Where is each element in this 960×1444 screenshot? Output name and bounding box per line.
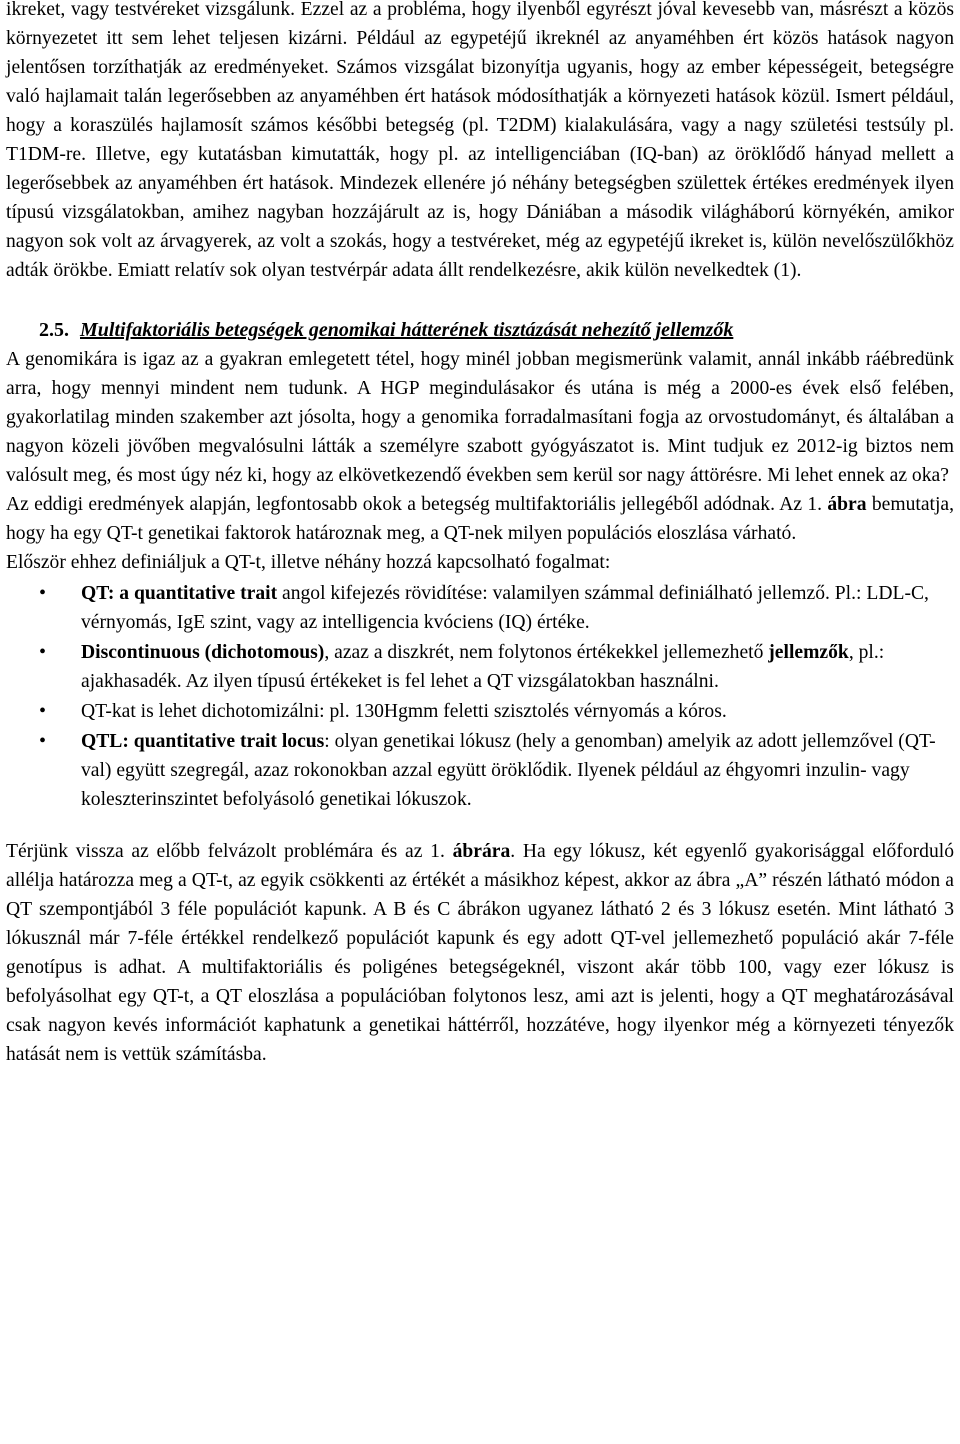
term-qt: QT: a quantitative trait — [81, 583, 278, 604]
paragraph-genomics: A genomikára is igaz az a gyakran emlegetett tétel, hogy minél jobban megismerünk valamit, annál inkább ráébredünk arra, hogy mennyi mindent nem tudunk. A HGP megindulásakor és utána is még a 2000-es évek első felében, gyakorlatilag minden szakember azt jósolta, hogy a genomika forradalmasítani fogja az orvostudományt, és általában a nagyon közeli jövőben megvalósulni látták a személyre szabott gyógyászatot is. Mint tudjuk ez 2012-ig biztos nem valósult meg, és most úgy néz ki, hogy az elkövetkezendő években sem kerül sor nagy áttörésre. Mi lehet ennek az oka? — [6, 349, 954, 486]
definition-text: angol kifejezés rövidítése: valamilyen számmal definiálható jellemző. Pl.: LDL-C, vérnyomás, IgE szint, vagy az intelligencia kvóciens (IQ) értéke. — [81, 583, 929, 633]
section-number: 2.5. — [39, 319, 69, 341]
term-jellemzok: jellemzők — [768, 642, 849, 663]
list-item — [6, 638, 954, 696]
results-text-after: bemutatja, hogy ha egy QT-t genetikai faktorok határoznak meg, a QT-nek milyen populációs eloszlása várható. — [6, 494, 954, 544]
definition-text: , azaz a diszkrét, nem folytonos értékekkel jellemezhető — [324, 642, 769, 663]
list-item — [6, 727, 954, 814]
definition-list — [6, 579, 954, 814]
list-item — [6, 579, 954, 637]
section-heading — [6, 315, 954, 345]
paragraph-results — [6, 490, 954, 548]
definition-text: QT-kat is lehet dichotomizálni: pl. 130Hgmm feletti szisztolés vérnyomás a kóros. — [81, 701, 727, 722]
bullet-icon: • — [39, 730, 47, 752]
bullet-icon: • — [39, 700, 47, 722]
term-qtl: QTL: quantitative trait locus — [81, 731, 325, 752]
definition-text: , pl.: ajakhasadék. Az ilyen típusú értékeket is fel lehet a QT vizsgálatokban használni. — [81, 642, 885, 692]
bullet-icon: • — [39, 582, 47, 604]
section-title: Multifaktoriális betegségek genomikai hátterének tisztázását nehezítő jellemzők — [80, 319, 734, 341]
paragraph-twin-studies: ikreket, vagy testvéreket vizsgálunk. Ezzel az a probléma, hogy ilyenből egyrészt jóval kevesebb van, másrészt a közös környezetet itt sem lehet teljesen kizárni. Például az egypetéjű ikreknél az anyaméhben ért közös hatások nagyon jelentősen torzíthatják az eredményeket. Számos vizsgálat bizonyítja ugyanis, hogy az ember képességeit, betegségre való hajlamait talán legerősebben az anyaméhben ért hatások módosíthatják a környezeti hatások közül. Ismert például, hogy a koraszülés hajlamosít számos későbbi betegség (pl. T2DM) kialakulására, vagy a nagy születési testsúly pl. T1DM-re. Illetve, egy kutatásban kimutatták, hogy pl. az intelligenciában (IQ-ban) az öröklődő hányad mellett a legerősebbek az anyaméhben ért hatások. Mindezek ellenére jó néhány betegségben születtek értékes eredmények ilyen típusú vizsgálatokban, amihez nagyban hozzájárult az is, hogy Dániában a második világháború környékén, amikor nagyon sok volt az árvagyerek, az volt a szokás, hogy a testvéreket, még az egypetéjű ikreket is, külön nevelőszülőkhöz adták örökbe. Emiatt relatív sok olyan testvérpár adata állt rendelkezésre, akik külön nevelkedtek (1). — [6, 0, 954, 281]
bullet-icon: • — [39, 641, 47, 663]
results-text-before: Az eddigi eredmények alapján, legfontosabb okok a betegség multifaktoriális jellegéből adódnak. Az 1. — [6, 494, 828, 515]
explanation-text-after: . Ha egy lókusz, két egyenlő gyakorisággal előforduló allélja határozza meg a QT-t, az egyik csökkenti az értékét a másikhoz képest, akkor az ábra „A” részén látható módon a QT szempontjából 3 féle populációt kapunk. A B és C ábrákon ugyanez látható 2 és 3 lókusz esetén. Mint látható 3 lókusznál már 7-féle értékkel rendelkező populációt kapunk és egy adott QT-vel jellemezhető populáció akár 7-féle genotípus is adhat. A multifaktoriális és poligénes betegségeknél, viszont akár több 100, vagy ezer lókusz is befolyásolhat egy QT-t, a QT eloszlása a populációban folytonos lesz, ami azt is jelenti, hogy a QT meghatározásával csak nagyon kevés információt kaphatunk a genetikai háttérről, hozzátéve, hogy ilyenkor még a környezeti tényezők hatását nem is vettük számításba. — [6, 841, 954, 1065]
results-figure-ref: ábra — [827, 494, 867, 515]
paragraph-definitions-intro: Először ehhez definiáljuk a QT-t, illetve néhány hozzá kapcsolható fogalmat: — [6, 552, 611, 573]
explanation-text-before: Térjünk vissza az előbb felvázolt problémára és az 1. — [6, 841, 453, 862]
paragraph-figure-explanation — [6, 837, 954, 1069]
term-discontinuous: Discontinuous (dichotomous) — [81, 642, 325, 663]
definition-text: : olyan genetikai lókusz (hely a genomban) amelyik az adott jellemzővel (QT-val) együtt szegregál, azaz rokonokban azzal együtt öröklődik. Ilyenek például az éhgyomri inzulin- vagy koleszterinszintet befolyásoló genetikai lókuszok. — [81, 731, 936, 810]
list-item — [6, 697, 954, 726]
explanation-figure-ref: ábrára — [452, 841, 511, 862]
document-page — [6, 0, 954, 1069]
